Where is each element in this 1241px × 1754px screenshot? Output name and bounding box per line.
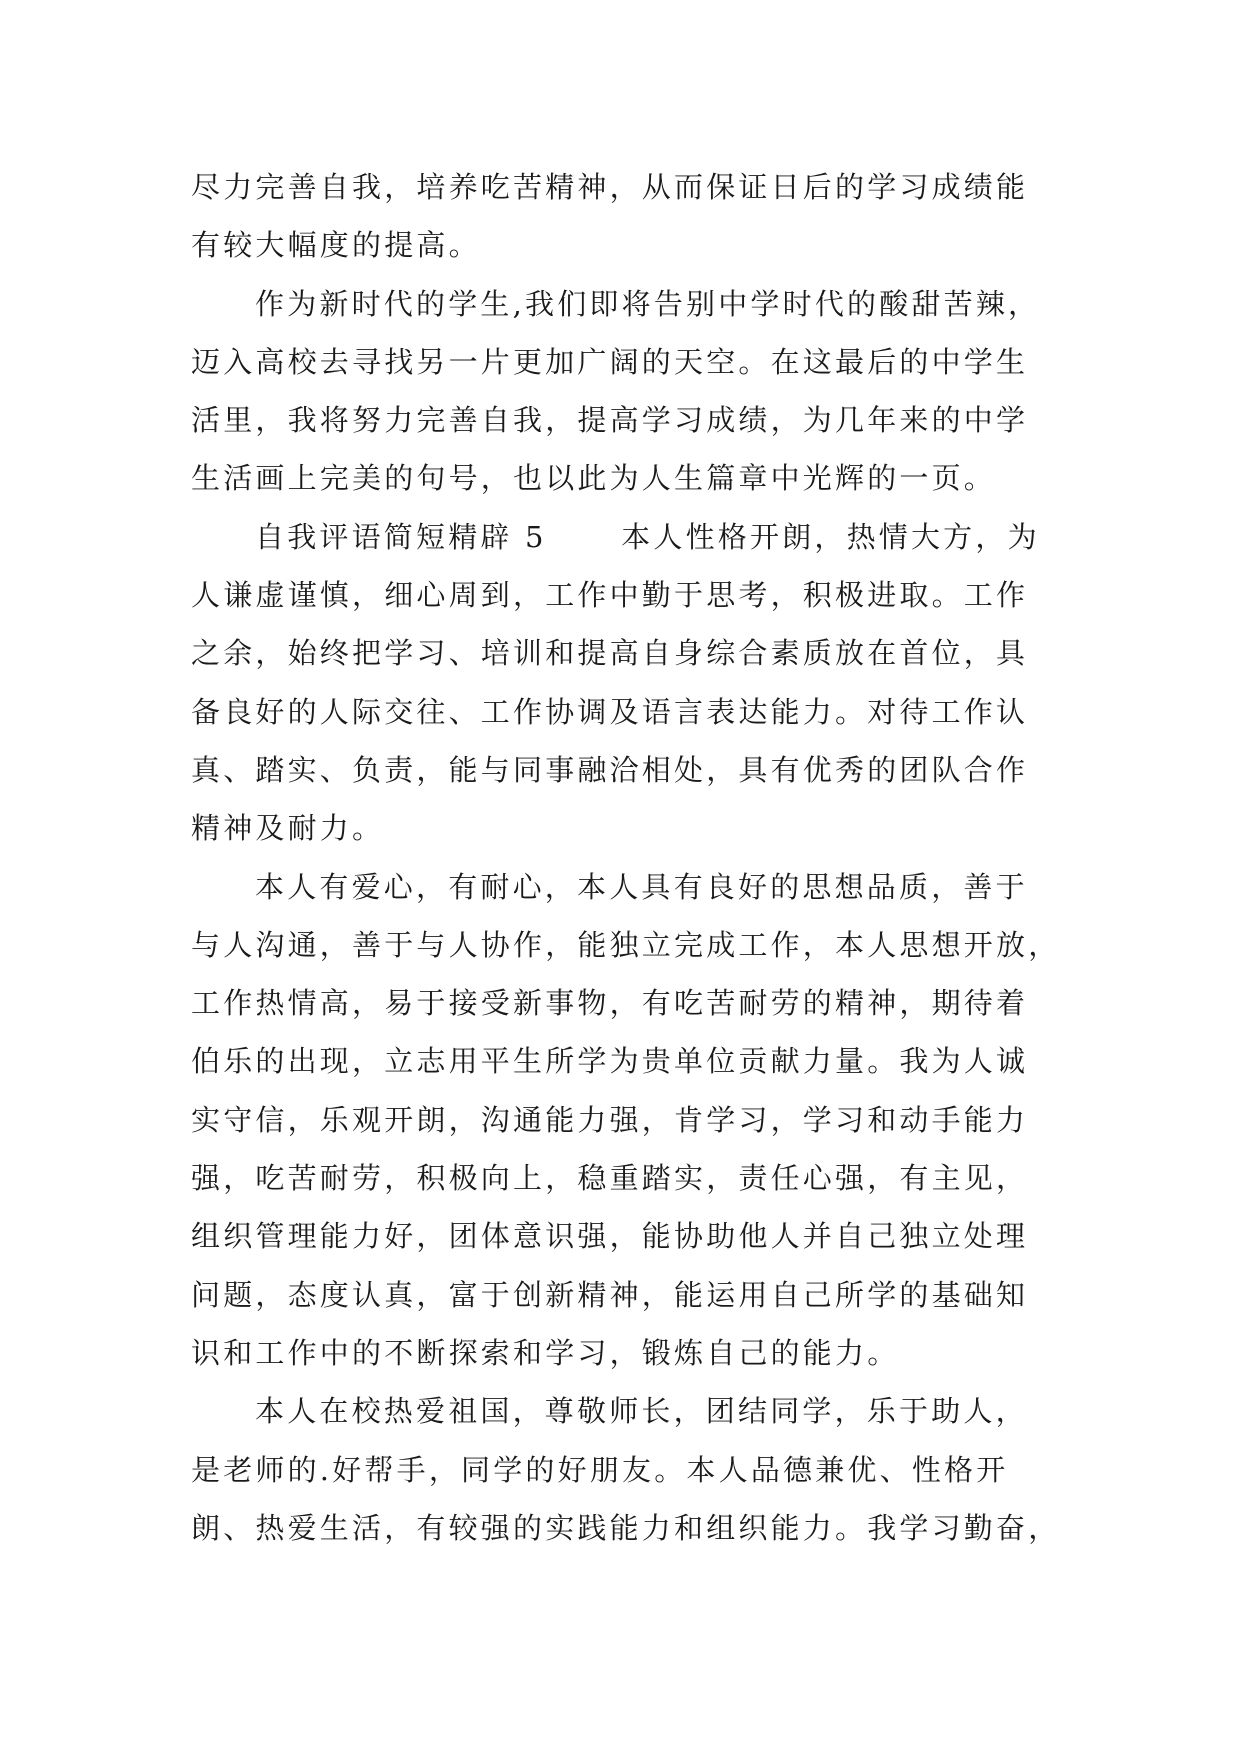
text-line: 迈入高校去寻找另一片更加广阔的天空。在这最后的中学生 [191,345,1029,379]
text-line: 问题，态度认真，富于创新精神，能运用自己所学的基础知 [191,1278,1029,1312]
text-line: 活里，我将努力完善自我，提高学习成绩，为几年来的中学 [191,403,1029,437]
text-line: 工作热情高，易于接受新事物，有吃苦耐劳的精神，期待着 [191,986,1029,1020]
text-line: 伯乐的出现，立志用平生所学为贵单位贡献力量。我为人诚 [191,1044,1029,1078]
text-line: 组织管理能力好，团体意识强，能协助他人并自己独立处理 [191,1219,1029,1253]
text-line: 朗、热爱生活，有较强的实践能力和组织能力。我学习勤奋， [191,1511,1061,1545]
text-line: 之余，始终把学习、培训和提高自身综合素质放在首位，具 [191,636,1029,670]
text-line: 生活画上完美的句号，也以此为人生篇章中光辉的一页。 [191,461,997,495]
text-line: 与人沟通，善于与人协作，能独立完成工作，本人思想开放， [191,928,1061,962]
text-line: 真、踏实、负责，能与同事融洽相处，具有优秀的团队合作 [191,753,1029,787]
text-line: 人谦虚谨慎，细心周到，工作中勤于思考，积极进取。工作 [191,578,1029,612]
section-heading-line: 自我评语简短精辟 5 本人性格开朗，热情大方，为 [255,520,1040,554]
text-line: 识和工作中的不断探索和学习，锻炼自己的能力。 [191,1336,900,1370]
paragraph-start-line: 作为新时代的学生,我们即将告别中学时代的酸甜苦辣， [255,287,1041,321]
text-line: 尽力完善自我，培养吃苦精神，从而保证日后的学习成绩能 [191,170,1029,204]
paragraph-start-line: 本人在校热爱祖国，尊敬师长，团结同学，乐于助人， [255,1394,1028,1428]
text-line: 有较大幅度的提高。 [191,228,481,262]
text-line: 精神及耐力。 [191,811,385,845]
text-line: 是老师的.好帮手，同学的好朋友。本人品德兼优、性格开 [191,1453,1009,1487]
paragraph-start-line: 本人有爱心，有耐心，本人具有良好的思想品质，善于 [255,870,1028,904]
text-line: 备良好的人际交往、工作协调及语言表达能力。对待工作认 [191,695,1029,729]
text-line: 强，吃苦耐劳，积极向上，稳重踏实，责任心强，有主见， [191,1161,1029,1195]
text-line: 实守信，乐观开朗，沟通能力强，肯学习，学习和动手能力 [191,1103,1029,1137]
